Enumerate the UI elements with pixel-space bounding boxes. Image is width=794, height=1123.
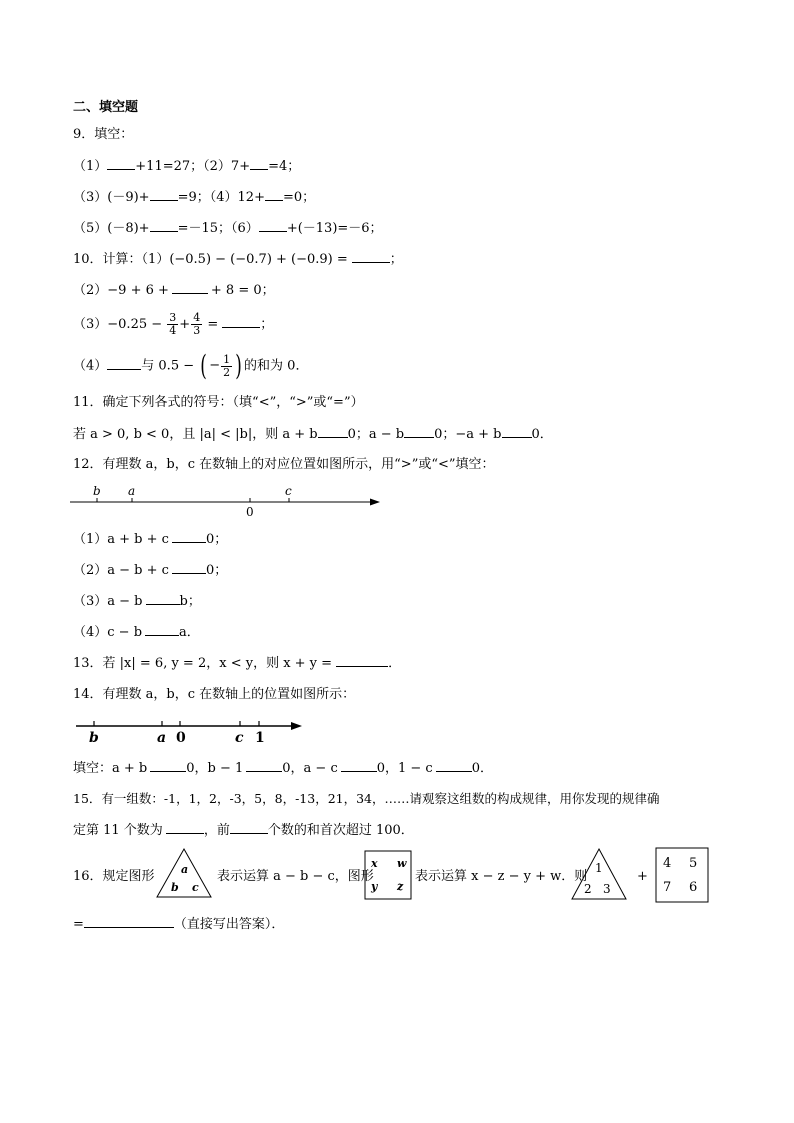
tri-label-top: a	[181, 863, 189, 876]
sq-label-br: z	[397, 880, 404, 893]
q13-line: 13．若 |x| = 6, y = 2，x < y，则 x + y = ．	[73, 656, 402, 671]
section-title: 二、填空题	[73, 100, 139, 115]
q10-line2: （2）−9 + 6 + + 8 = 0；	[73, 283, 275, 298]
q9-line2: （3）(－9)+ =9；（4）12+ =0；	[73, 190, 316, 205]
answer-blank[interactable]	[172, 561, 206, 574]
answer-blank[interactable]	[145, 623, 179, 636]
answer-blank[interactable]	[222, 315, 260, 328]
label-c: c	[235, 730, 244, 746]
answer-blank[interactable]	[230, 821, 268, 834]
answer-blank[interactable]	[172, 530, 206, 543]
answer-blank[interactable]	[150, 759, 186, 772]
sq-label-bl: y	[371, 880, 378, 893]
sq-label-bl: 7	[663, 880, 672, 895]
label-b: b	[89, 730, 99, 746]
answer-blank[interactable]	[107, 157, 135, 170]
arrow-icon	[291, 722, 302, 730]
q11-title: 11．确定下列各式的符号：（填“<”，“>”或“=”）	[73, 395, 364, 410]
number-line-1	[60, 480, 390, 522]
answer-blank[interactable]	[341, 759, 377, 772]
label-zero: 0	[176, 730, 186, 746]
q12-part2: （2）a − b + c 0；	[73, 563, 228, 578]
triangle-figure-123	[570, 847, 628, 901]
tri-label-top: 1	[595, 861, 603, 875]
label-one: 1	[255, 730, 265, 746]
label-a: a	[128, 484, 136, 498]
q16-mid: 表示运算 a − b − c，图形	[217, 869, 374, 884]
label-a: a	[157, 730, 167, 746]
answer-blank[interactable]	[318, 425, 348, 438]
sq-label-br: 6	[689, 880, 698, 895]
sq-label-tr: w	[397, 857, 407, 870]
arrow-icon	[370, 499, 380, 506]
q10-line1: 10．计算：（1）(−0.5) − (−0.7) + (−0.9) = ；	[73, 252, 403, 267]
square-figure-xwyz	[364, 850, 412, 900]
answer-blank[interactable]	[436, 759, 472, 772]
answer-blank[interactable]	[265, 188, 283, 201]
answer-blank[interactable]	[166, 821, 204, 834]
answer-blank[interactable]	[246, 759, 282, 772]
answer-blank[interactable]	[250, 157, 268, 170]
sq-label-tl: x	[371, 857, 378, 870]
q9-line3: （5）(－8)+ =－15；（6） +(－13)=－6；	[73, 221, 383, 236]
q12-part1: （1）a + b + c 0；	[73, 532, 228, 547]
paren-neg-half: ( − $\frac{1}{2}$ )	[200, 349, 242, 382]
label-zero: 0	[246, 505, 254, 519]
triangle-figure-abc	[155, 847, 213, 899]
q16-then: 表示运算 x − z − y + w．则	[415, 869, 588, 884]
q15-line1: 15．有一组数：-1，1，2，-3，5，8，-13，21，34，……请观察这组数的构成规律，用你发现的规律确	[73, 791, 660, 806]
q16-lead: 16．规定图形	[73, 869, 155, 884]
answer-blank[interactable]	[259, 219, 287, 232]
sq-label-tr: 5	[689, 856, 698, 871]
answer-blank[interactable]	[150, 219, 178, 232]
q12-title: 12．有理数 a，b，c 在数轴上的对应位置如图所示，用“>”或“<”填空：	[73, 457, 495, 472]
answer-blank[interactable]	[84, 915, 174, 928]
answer-blank[interactable]	[146, 592, 180, 605]
tri-label-right: c	[192, 881, 199, 894]
q10-line3: （3）−0.25 − $\frac{3}{4}$ + $\frac{4}{3}$ = ；	[73, 311, 274, 337]
answer-blank[interactable]	[107, 357, 141, 370]
q12-part3: （3）a − b b；	[73, 594, 201, 609]
square-figure-4576	[655, 847, 709, 903]
q9-title: 9．填空：	[73, 127, 134, 142]
label-b: b	[93, 484, 101, 498]
label-c: c	[285, 484, 292, 498]
fraction-4-3: $\frac{4}{3}$	[193, 311, 201, 337]
fraction-3-4: $\frac{3}{4}$	[169, 311, 177, 337]
q9-line1: （1） +11=27；（2）7+ =4；	[73, 159, 301, 174]
answer-blank[interactable]	[352, 250, 390, 263]
q14-title: 14．有理数 a，b，c 在数轴上的位置如图所示：	[73, 687, 356, 702]
q12-part4: （4）c − b a．	[73, 625, 200, 640]
q15-line2: 定第 11 个数为 ，前 个数的和首次超过 100．	[73, 823, 414, 838]
answer-blank[interactable]	[404, 425, 434, 438]
q16-plus: +	[637, 869, 648, 884]
tri-label-right: 3	[603, 882, 611, 896]
answer-blank[interactable]	[150, 188, 178, 201]
tri-label-left: 2	[584, 882, 592, 896]
q14-fill-line: 填空：a + b 0，b − 1 0，a − c 0，1 − c 0．	[73, 761, 493, 776]
q11-line2: 若 a > 0, b < 0，且 |a| < |b|，则 a + b 0；a − b 0；−a + b 0．	[73, 427, 553, 442]
answer-blank[interactable]	[502, 425, 532, 438]
answer-blank[interactable]	[336, 654, 388, 667]
q10-line4: （4） 与 0.5 − ( − $\frac{1}{2}$ ) 的和为 0．	[73, 349, 309, 382]
tri-label-left: b	[171, 881, 179, 894]
sq-label-tl: 4	[663, 856, 672, 871]
answer-blank[interactable]	[172, 281, 208, 294]
q16-answer-line: = （直接写出答案）．	[73, 917, 285, 932]
number-line-2	[72, 715, 312, 747]
